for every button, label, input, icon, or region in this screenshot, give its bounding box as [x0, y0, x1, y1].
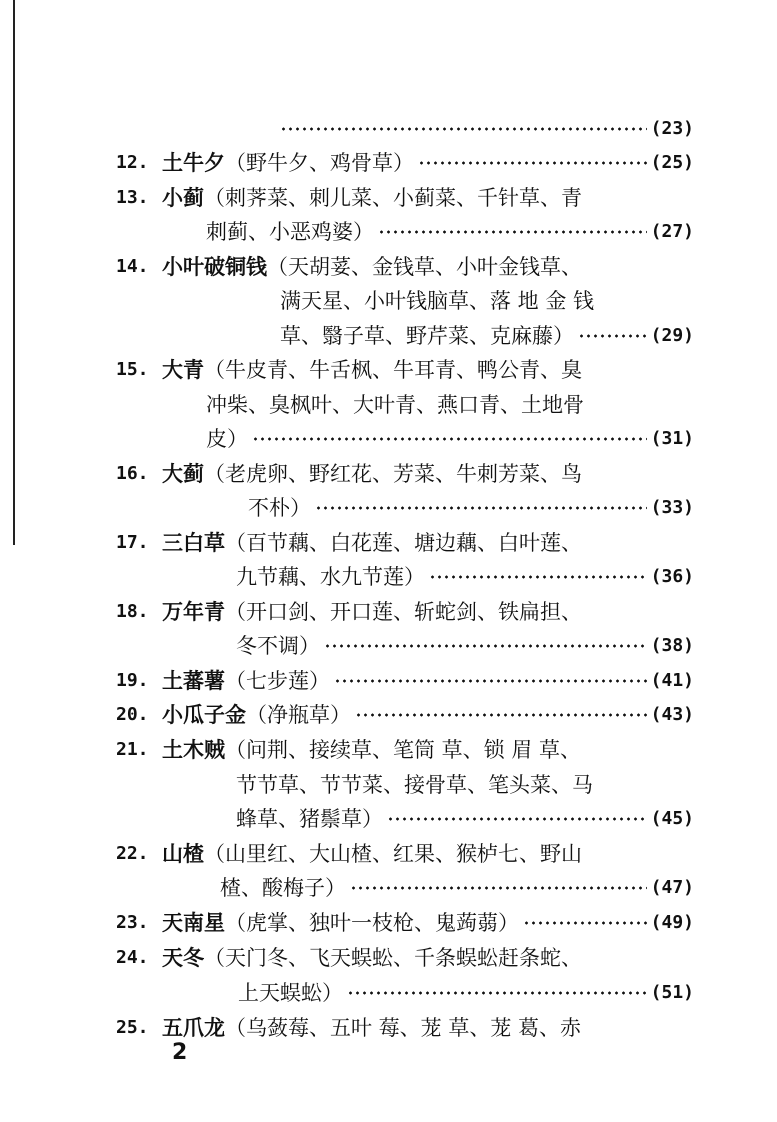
entry-title: 小蓟 [162, 186, 204, 210]
dot-leader [324, 644, 647, 648]
entry-page-ref: (41) [650, 670, 694, 691]
entry-page-ref: (31) [650, 428, 694, 449]
dot-leader [418, 161, 647, 165]
dot-leader [280, 127, 647, 131]
dot-leader [378, 230, 647, 234]
entry-synonyms: 冲柴、臭枫叶、大叶青、燕口青、土地骨 [206, 393, 584, 417]
entry-title: 土牛夕 [162, 151, 225, 175]
entry-number: 12. [116, 152, 149, 173]
entry-title: 天南星 [162, 911, 225, 935]
entry-number: 24. [116, 947, 149, 968]
entry-number: 22. [116, 843, 149, 864]
entry-page-ref: (23) [650, 118, 694, 139]
toc-line [0, 353, 777, 387]
entry-synonyms: 不朴） [248, 496, 311, 520]
toc-line [0, 422, 777, 456]
entry-title: 万年青 [162, 600, 225, 624]
dot-leader [355, 713, 647, 717]
entry-number: 23. [116, 912, 149, 933]
toc-line [0, 319, 777, 353]
entry-page-ref: (47) [650, 877, 694, 898]
entry-number: 18. [116, 601, 149, 622]
entry-title: 三白草 [162, 531, 225, 555]
entry-synonyms: （净瓶草） [246, 703, 351, 727]
entry-title: 天冬 [162, 946, 204, 970]
entry-number: 15. [116, 359, 149, 380]
entry-synonyms: 楂、酸梅子） [220, 876, 346, 900]
entry-synonyms: （问荆、接续草、笔筒 草、锁 眉 草、 [225, 738, 582, 762]
entry-synonyms: （开口剑、开口莲、斩蛇剑、铁扁担、 [225, 600, 582, 624]
dot-leader [523, 921, 647, 925]
toc-line [0, 146, 777, 180]
entry-synonyms: （乌蔹莓、五叶 莓、茏 草、茏 葛、赤 [225, 1016, 582, 1040]
toc-line [0, 284, 777, 318]
entry-number: 20. [116, 704, 149, 725]
entry-number: 25. [116, 1017, 149, 1038]
entry-number: 19. [116, 670, 149, 691]
entry-page-ref: (49) [650, 912, 694, 933]
entry-page-ref: (51) [650, 982, 694, 1003]
entry-synonyms: 节节草、节节菜、接骨草、笔头菜、马 [236, 773, 593, 797]
entry-synonyms: （天门冬、飞天蜈蚣、千条蜈蚣赶条蛇、 [204, 946, 582, 970]
toc-line [0, 112, 777, 146]
entry-page-ref: (27) [650, 221, 694, 242]
entry-number: 21. [116, 739, 149, 760]
dot-leader [334, 679, 647, 683]
toc-line [0, 560, 777, 594]
toc-line [0, 871, 777, 905]
toc-line [0, 768, 777, 802]
entry-title: 土木贼 [162, 738, 225, 762]
entry-number: 17. [116, 532, 149, 553]
entry-synonyms: （野牛夕、鸡骨草） [225, 151, 414, 175]
entry-synonyms: （天胡荽、金钱草、小叶金钱草、 [267, 255, 582, 279]
toc-line [0, 457, 777, 491]
toc-line [0, 250, 777, 284]
entry-synonyms: 刺蓟、小恶鸡婆） [206, 220, 374, 244]
toc-line [0, 976, 777, 1010]
toc-line [0, 802, 777, 836]
toc-line [0, 733, 777, 767]
entry-number: 13. [116, 187, 149, 208]
entry-synonyms: （牛皮青、牛舌枫、牛耳青、鸭公青、臭 [204, 358, 582, 382]
entry-title: 五爪龙 [162, 1016, 225, 1040]
toc-line [0, 837, 777, 871]
entry-number: 16. [116, 463, 149, 484]
toc-line [0, 491, 777, 525]
entry-page-ref: (43) [650, 704, 694, 725]
entry-title: 小叶破铜钱 [162, 255, 267, 279]
entry-title: 山楂 [162, 842, 204, 866]
entry-synonyms: （虎掌、独叶一枝枪、鬼蒟蒻） [225, 911, 519, 935]
entry-synonyms: 九节藕、水九节莲） [236, 565, 425, 589]
entry-synonyms: （刺荠菜、刺儿菜、小蓟菜、千针草、青 [204, 186, 582, 210]
toc-line [0, 526, 777, 560]
dot-leader [347, 991, 647, 995]
toc-line [0, 215, 777, 249]
dot-leader [315, 506, 647, 510]
dot-leader [578, 334, 647, 338]
dot-leader [252, 437, 647, 441]
entry-page-ref: (33) [650, 497, 694, 518]
entry-title: 大青 [162, 358, 204, 382]
toc-line [0, 629, 777, 663]
entry-synonyms: （老虎卵、野红花、芳菜、牛刺芳菜、鸟 [204, 462, 582, 486]
toc-line [0, 698, 777, 732]
entry-synonyms: 皮） [206, 427, 248, 451]
entry-page-ref: (38) [650, 635, 694, 656]
toc-line [0, 181, 777, 215]
toc-line [0, 941, 777, 975]
toc-line [0, 388, 777, 422]
entry-page-ref: (45) [650, 808, 694, 829]
entry-synonyms: （山里红、大山楂、红果、猴栌七、野山 [204, 842, 582, 866]
page-number: 2 [172, 1040, 188, 1065]
toc-line [0, 595, 777, 629]
dot-leader [429, 575, 647, 579]
entry-synonyms: 上天蜈蚣） [238, 981, 343, 1005]
entry-number: 14. [116, 256, 149, 277]
dot-leader [350, 886, 647, 890]
toc-line [0, 906, 777, 940]
entry-synonyms: 草、翳子草、野芹菜、克麻藤） [280, 324, 574, 348]
entry-synonyms: （百节藕、白花莲、塘边藕、白叶莲、 [225, 531, 582, 555]
entry-synonyms: 蜂草、猪鬃草） [236, 807, 383, 831]
toc-line [0, 664, 777, 698]
entry-synonyms: （七步莲） [225, 669, 330, 693]
entry-synonyms: 冬不调） [236, 634, 320, 658]
entry-page-ref: (29) [650, 325, 694, 346]
entry-synonyms: 满天星、小叶钱脑草、落 地 金 钱 [280, 289, 595, 313]
entry-title: 土蕃薯 [162, 669, 225, 693]
dot-leader [387, 817, 647, 821]
entry-page-ref: (25) [650, 152, 694, 173]
toc-line [0, 1011, 777, 1045]
entry-page-ref: (36) [650, 566, 694, 587]
entry-title: 小瓜子金 [162, 703, 246, 727]
entry-title: 大蓟 [162, 462, 204, 486]
